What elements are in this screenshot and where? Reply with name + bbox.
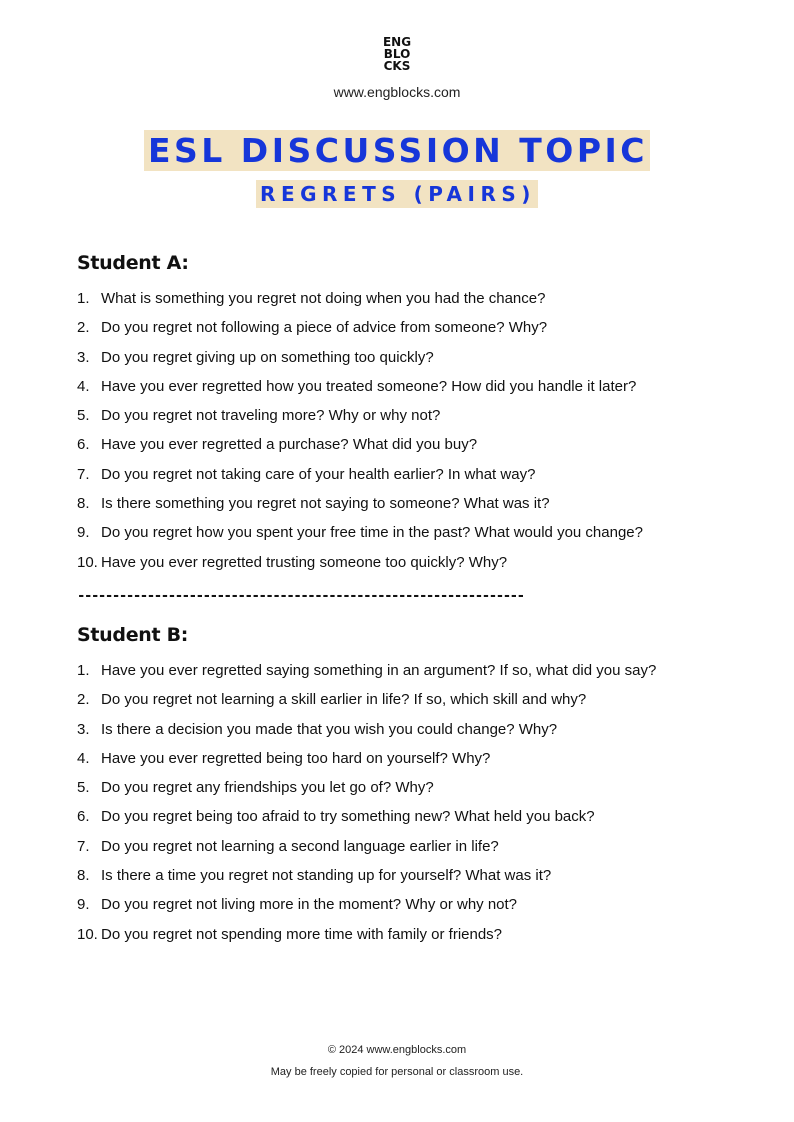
logo-line: ENG	[382, 35, 412, 49]
question-item	[77, 489, 757, 518]
question-number: 5.	[77, 779, 90, 797]
question-item	[77, 284, 757, 313]
question-number: 9.	[77, 896, 90, 914]
question-text: Have you ever regretted being too hard on yourself? Why?	[101, 749, 491, 767]
question-item	[77, 920, 757, 949]
question-item	[77, 773, 757, 802]
question-text: Is there something you regret not saying to someone? What was it?	[101, 495, 550, 513]
question-number: 10.	[77, 553, 98, 571]
question-number: 3.	[77, 348, 90, 366]
section-divider: ----------------------------------------------------------------	[77, 588, 524, 604]
question-item	[77, 802, 757, 831]
question-number: 7.	[77, 837, 90, 855]
question-number: 6.	[77, 808, 90, 826]
question-text: Do you regret not learning a skill earlier in life? If so, which skill and why?	[101, 691, 587, 709]
question-number: 3.	[77, 720, 90, 738]
logo-line: CKS	[383, 59, 411, 73]
question-text: Do you regret not living more in the moment? Why or why not?	[101, 896, 518, 914]
question-item	[77, 518, 757, 547]
question-text: Have you ever regretted trusting someone too quickly? Why?	[101, 553, 508, 571]
student-b-question-list	[77, 656, 757, 949]
question-item	[77, 343, 757, 372]
question-text: Do you regret not learning a second language earlier in life?	[101, 837, 499, 855]
question-number: 5.	[77, 407, 90, 425]
question-item	[77, 861, 757, 890]
question-item	[77, 372, 757, 401]
question-text: Do you regret being too afraid to try something new? What held you back?	[101, 808, 595, 826]
student-a-heading: Student A:	[77, 252, 189, 274]
student-a-question-list	[77, 284, 757, 577]
question-item	[77, 715, 757, 744]
site-url: www.engblocks.com	[333, 84, 461, 100]
engblocks-logo	[0, 36, 794, 72]
question-number: 6.	[77, 436, 90, 454]
question-item	[77, 832, 757, 861]
question-number: 10.	[77, 925, 98, 943]
footer-license: May be freely copied for personal or classroom use.	[270, 1066, 524, 1078]
question-number: 2.	[77, 691, 90, 709]
footer-copyright: © 2024 www.engblocks.com	[327, 1044, 467, 1056]
question-text: Have you ever regretted saying something in an argument? If so, what did you say?	[101, 662, 657, 679]
question-text: What is something you regret not doing when you had the chance?	[101, 290, 546, 307]
question-item	[77, 313, 757, 342]
question-text: Do you regret any friendships you let go of? Why?	[101, 779, 434, 797]
question-item	[77, 401, 757, 430]
question-text: Do you regret not spending more time with family or friends?	[101, 925, 503, 943]
question-number: 4.	[77, 377, 90, 395]
question-item	[77, 656, 757, 685]
question-number: 7.	[77, 465, 90, 483]
question-number: 2.	[77, 319, 90, 337]
logo-line: BLO	[383, 47, 411, 61]
question-item	[77, 890, 757, 919]
question-item	[77, 430, 757, 459]
question-text: Do you regret not following a piece of advice from someone? Why?	[101, 319, 548, 337]
question-text: Do you regret not taking care of your health earlier? In what way?	[101, 465, 536, 483]
question-item	[77, 744, 757, 773]
question-text: Do you regret not traveling more? Why or why not?	[101, 407, 441, 425]
student-b-section	[77, 622, 757, 949]
student-b-heading: Student B:	[77, 624, 189, 646]
question-text: Is there a decision you made that you wish you could change? Why?	[101, 720, 558, 738]
page-subtitle: REGRETS (PAIRS)	[256, 180, 538, 208]
question-text: Have you ever regretted how you treated someone? How did you handle it later?	[101, 377, 637, 395]
question-item	[77, 548, 757, 577]
question-number: 1.	[77, 290, 90, 307]
question-number: 4.	[77, 749, 90, 767]
question-number: 8.	[77, 867, 90, 885]
question-number: 9.	[77, 524, 90, 542]
question-item	[77, 460, 757, 489]
student-a-section	[77, 250, 757, 577]
question-text: Have you ever regretted a purchase? What did you buy?	[101, 436, 478, 454]
page-title: ESL DISCUSSION TOPIC	[144, 130, 650, 171]
question-item	[77, 685, 757, 714]
question-text: Do you regret how you spent your free time in the past? What would you change?	[101, 524, 643, 542]
question-number: 8.	[77, 495, 90, 513]
question-text: Do you regret giving up on something too quickly?	[101, 348, 434, 366]
question-text: Is there a time you regret not standing up for yourself? What was it?	[101, 867, 552, 885]
question-number: 1.	[77, 662, 90, 679]
